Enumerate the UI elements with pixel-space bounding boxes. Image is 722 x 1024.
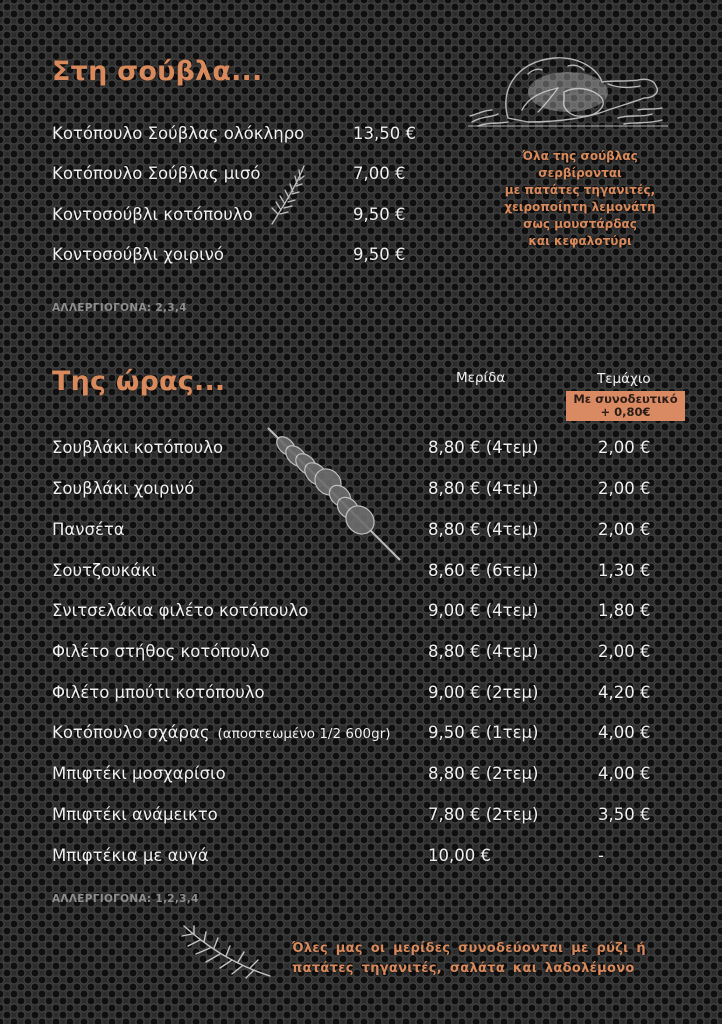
side-dish-badge xyxy=(566,391,685,421)
menu-item-piece-price: 2,00 € xyxy=(598,438,651,457)
rosemary-sprig-icon xyxy=(268,164,308,226)
menu-item-piece-price: 1,30 € xyxy=(598,561,651,580)
menu-item-price: 9,50 € xyxy=(353,205,406,224)
column-header-portion: Μερίδα xyxy=(456,370,506,386)
souvla-serving-note xyxy=(470,148,690,250)
footer-note-line: Όλες μας οι μερίδες συνοδεύονται με ρύζι ή xyxy=(292,941,646,956)
menu-item-name: Μπιφτέκια με αυγά xyxy=(52,846,209,865)
menu-item-portion-price: 10,00 € xyxy=(428,846,491,865)
menu-item-name: Σουτζουκάκι xyxy=(52,561,157,580)
menu-item-name: Κοντοσούβλι χοιρινό xyxy=(52,245,224,264)
menu-item-portion-price: 9,00 € (2τεμ) xyxy=(428,683,539,702)
rosemary-sprig-icon xyxy=(180,924,272,980)
footer-note-line: πατάτες τηγανιτές, σαλάτα και λαδολέμονο xyxy=(292,961,635,976)
menu-item-portion-price: 8,80 € (4τεμ) xyxy=(428,520,539,539)
menu-item-name: Φιλέτο στήθος κοτόπουλο xyxy=(52,642,270,661)
allergens-souvla: ΑΛΛΕΡΓΙΟΓΟΝΑ: 2,3,4 xyxy=(52,302,187,314)
note-line: Όλα της σούβλας xyxy=(522,149,638,163)
menu-item-portion-price: 8,80 € (2τεμ) xyxy=(428,764,539,783)
menu-item-piece-price: - xyxy=(598,846,604,865)
menu-item-piece-price: 2,00 € xyxy=(598,520,651,539)
allergens-tis-oras: ΑΛΛΕΡΓΙΟΓΟΝΑ: 1,2,3,4 xyxy=(52,893,199,905)
column-header-piece: Τεμάχιο xyxy=(597,371,651,387)
menu-item-portion-price: 9,00 € (4τεμ) xyxy=(428,601,539,620)
menu-item-price: 9,50 € xyxy=(353,245,406,264)
note-line: σερβίρονται xyxy=(538,166,622,180)
menu-item-piece-price: 2,00 € xyxy=(598,642,651,661)
menu-item-name: Πανσέτα xyxy=(52,520,125,539)
menu-item-note: (αποστεωμένο 1/2 600gr) xyxy=(217,726,391,742)
menu-item-portion-price: 8,80 € (4τεμ) xyxy=(428,642,539,661)
note-line: με πατάτες τηγανιτές, xyxy=(504,183,656,197)
menu-item-piece-price: 3,50 € xyxy=(598,805,651,824)
section-title-souvla: Στη σούβλα... xyxy=(52,56,263,87)
note-line: και κεφαλοτύρι xyxy=(528,234,632,248)
menu-item-name: Φιλέτο μπούτι κοτόπουλο xyxy=(52,683,265,702)
menu-item-name: Κοτόπουλο Σούβλας μισό xyxy=(52,164,261,183)
side-badge-line: + 0,80€ xyxy=(600,405,651,419)
menu-item-piece-price: 4,20 € xyxy=(598,683,651,702)
menu-item-price: 7,00 € xyxy=(353,164,406,183)
menu-item-name: Μπιφτέκι μοσχαρίσιο xyxy=(52,764,226,783)
menu-item-name xyxy=(52,723,391,742)
roast-chicken-illustration xyxy=(468,52,668,130)
menu-item-portion-price: 8,80 € (4τεμ) xyxy=(428,479,539,498)
menu-item-portion-price: 8,80 € (4τεμ) xyxy=(428,438,539,457)
menu-item-piece-price: 1,80 € xyxy=(598,601,651,620)
menu-item-piece-price: 4,00 € xyxy=(598,764,651,783)
footer-serving-note xyxy=(292,939,646,979)
section-title-tis-oras: Της ώρας... xyxy=(52,366,226,397)
note-line: χειροποίητη λεμονάτη xyxy=(504,200,656,214)
menu-item-piece-price: 2,00 € xyxy=(598,479,651,498)
menu-item-portion-price: 8,60 € (6τεμ) xyxy=(428,561,539,580)
menu-item-portion-price: 7,80 € (2τεμ) xyxy=(428,805,539,824)
menu-item-name-text: Κοτόπουλο σχάρας xyxy=(52,723,210,742)
menu-item-portion-price: 9,50 € (1τεμ) xyxy=(428,723,539,742)
menu-item-name: Σνιτσελάκια φιλέτο κοτόπουλο xyxy=(52,601,309,620)
menu-item-name: Μπιφτέκι ανάμεικτο xyxy=(52,805,218,824)
skewer-illustration xyxy=(264,424,404,564)
menu-item-name: Σουβλάκι χοιρινό xyxy=(52,479,195,498)
side-badge-line: Με συνοδευτικό xyxy=(573,392,678,406)
note-line: σως μουστάρδας xyxy=(523,217,637,231)
menu-item-name: Σουβλάκι κοτόπουλο xyxy=(52,438,224,457)
menu-item-name: Κοτόπουλο Σούβλας ολόκληρο xyxy=(52,124,305,143)
menu-item-piece-price: 4,00 € xyxy=(598,723,651,742)
menu-item-name: Κοντοσούβλι κοτόπουλο xyxy=(52,205,253,224)
menu-item-price: 13,50 € xyxy=(353,124,416,143)
